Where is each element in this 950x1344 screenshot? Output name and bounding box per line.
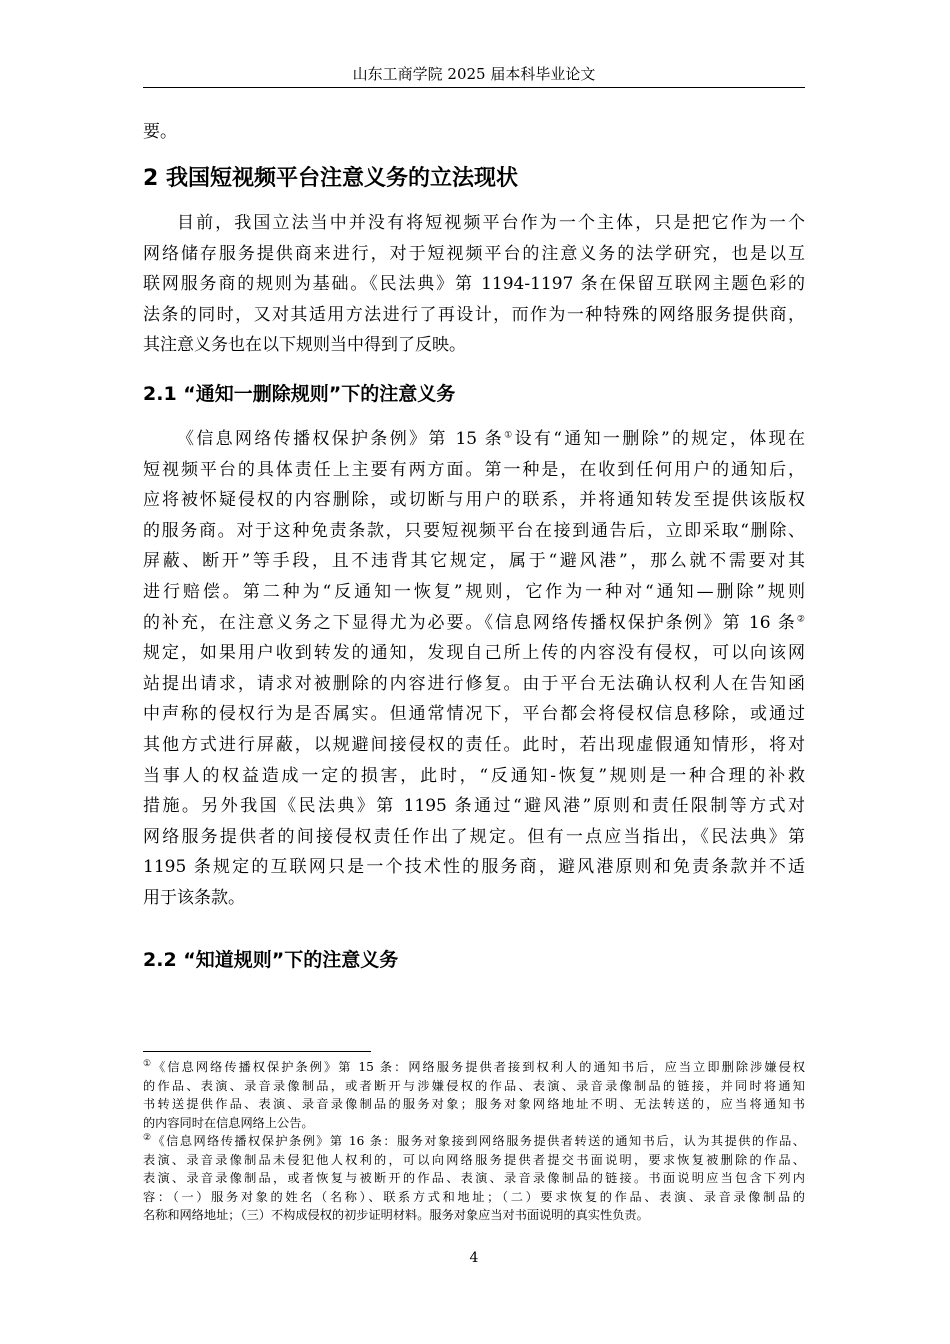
continued-text: 要。 — [143, 122, 177, 142]
section-2-2-heading: 2.2 “知道规则”下的注意义务 — [143, 949, 399, 971]
text-line: 应将被怀疑侵权的内容删除，或切断与用户的联系，并将通知转发至提供该版权 — [143, 490, 805, 511]
footnote-mark-1: ① — [143, 1058, 154, 1069]
section-2-heading: 2 我国短视频平台注意义务的立法现状 — [143, 166, 518, 191]
text-run: 的补充，在注意义务之下显得尤为必要。《信息网络传播权保护条例》第 16 条 — [143, 612, 797, 633]
section-2-1-paragraph — [143, 424, 805, 914]
footnote-separator — [143, 1051, 371, 1052]
footnote-line — [143, 1058, 805, 1077]
running-header: 山东工商学院 2025 届本科毕业论文 — [352, 65, 596, 83]
text-line: 联网服务商的规则为基础。《民法典》第 1194-1197 条在保留互联网主题色彩的 — [143, 274, 805, 295]
text-line: 其他方式进行屏蔽，以规避间接侵权的责任。此时，若出现虚假通知情形，将对 — [143, 734, 805, 755]
text-line: 站提出请求，请求对被删除的内容进行修复。由于平台无法确认权利人在告知函 — [143, 673, 805, 694]
page-number: 4 — [469, 1250, 479, 1266]
text-line: 网络储存服务提供商来进行，对于短视频平台的注意义务的法学研究，也是以互 — [143, 243, 805, 264]
text-line: 进行赔偿。第二种为“反通知一恢复”规则，它作为一种对“通知—删除”规则 — [143, 581, 805, 602]
text-line: 目前，我国立法当中并没有将短视频平台作为一个主体，只是把它作为一个 — [177, 213, 805, 233]
text-line: 短视频平台的具体责任上主要有两方面。第一种是，在收到任何用户的通知后， — [143, 459, 805, 480]
text-line: 中声称的侵权行为是否属实。但通常情况下，平台都会将侵权信息移除，或通过 — [143, 704, 805, 725]
footnote-ref-2[interactable]: ② — [796, 613, 805, 624]
text-run: 设有“通知一删除”的规定，体现在 — [514, 429, 805, 449]
footnote-mark-2: ② — [143, 1132, 153, 1143]
text-line: 规定，如果用户收到转发的通知，发现自己所上传的内容没有侵权，可以向该网 — [143, 643, 805, 664]
text-line: 1195 条规定的互联网只是一个技术性的服务商，避风港原则和免责条款并不适 — [143, 857, 805, 878]
footnote-1 — [143, 1058, 805, 1132]
footnote-line: 容：（一）服务对象的姓名（名称）、联系方式和地址；（二）要求恢复的作品、表演、录音录像制品的 — [143, 1189, 805, 1204]
footnote-line: 书转送提供作品、表演、录音录像制品的服务对象；服务对象网络地址不明、无法转送的，应当将通知书 — [143, 1097, 805, 1111]
text-line: 用于该条款。 — [143, 887, 245, 908]
text-line: 法条的同时，又对其适用方法进行了再设计，而作为一种特殊的网络服务提供商， — [143, 304, 805, 325]
footnote-line: 表演、录音录像制品，或者恢复与被断开的作品、表演、录音录像制品的链接。书面说明应当包含下列内 — [143, 1171, 805, 1185]
footnote-line: 表演、录音录像制品未侵犯他人权利的，可以向网络服务提供者提交书面说明，要求恢复被删除的作品、 — [143, 1152, 805, 1167]
text-line: 屏蔽、断开”等手段，且不违背其它规定，属于“避风港”，那么就不需要对其 — [143, 551, 805, 572]
text-run: 《信息网络传播权保护条例》第 15 条：网络服务提供者接到权利人的通知书后，应当立即删除涉嫌侵权 — [153, 1060, 805, 1074]
footnote-line: 的内容同时在信息网络上公告。 — [143, 1115, 314, 1130]
section-2-1-heading: 2.1 “通知一删除规则”下的注意义务 — [143, 383, 456, 405]
footnote-line: 名称和网络地址；（三）不构成侵权的初步证明材料。服务对象应当对书面说明的真实性负责。 — [143, 1208, 649, 1222]
text-run: 《信息网络传播权保护条例》第 15 条 — [177, 429, 505, 449]
text-line — [143, 608, 805, 639]
text-line — [143, 424, 805, 455]
footnotes — [143, 1058, 805, 1225]
text-line: 当事人的权益造成一定的损害，此时，“反通知-恢复”规则是一种合理的补救 — [143, 765, 805, 786]
text-run: 《信息网络传播权保护条例》第 16 条：服务对象接到网络服务提供者转送的通知书后，认为其提供的作品、 — [152, 1134, 805, 1148]
section-2-intro — [143, 208, 805, 361]
footnote-line — [143, 1132, 805, 1151]
text-line: 的服务商。对于这种免责条款，只要短视频平台在接到通告后，立即采取“删除、 — [143, 520, 805, 541]
footnote-line: 的作品、表演、录音录像制品，或者断开与涉嫌侵权的作品、表演、录音录像制品的链接，并同时将通知 — [143, 1078, 805, 1093]
text-line: 其注意义务也在以下规则当中得到了反映。 — [143, 335, 466, 356]
footnote-ref-1[interactable]: ① — [504, 430, 515, 441]
text-line: 措施。另外我国《民法典》第 1195 条通过“避风港”原则和责任限制等方式对 — [143, 796, 805, 817]
footnote-2 — [143, 1132, 805, 1225]
text-line: 网络服务提供者的间接侵权责任作出了规定。但有一点应当指出，《民法典》第 — [143, 826, 805, 847]
header-rule — [143, 87, 805, 88]
